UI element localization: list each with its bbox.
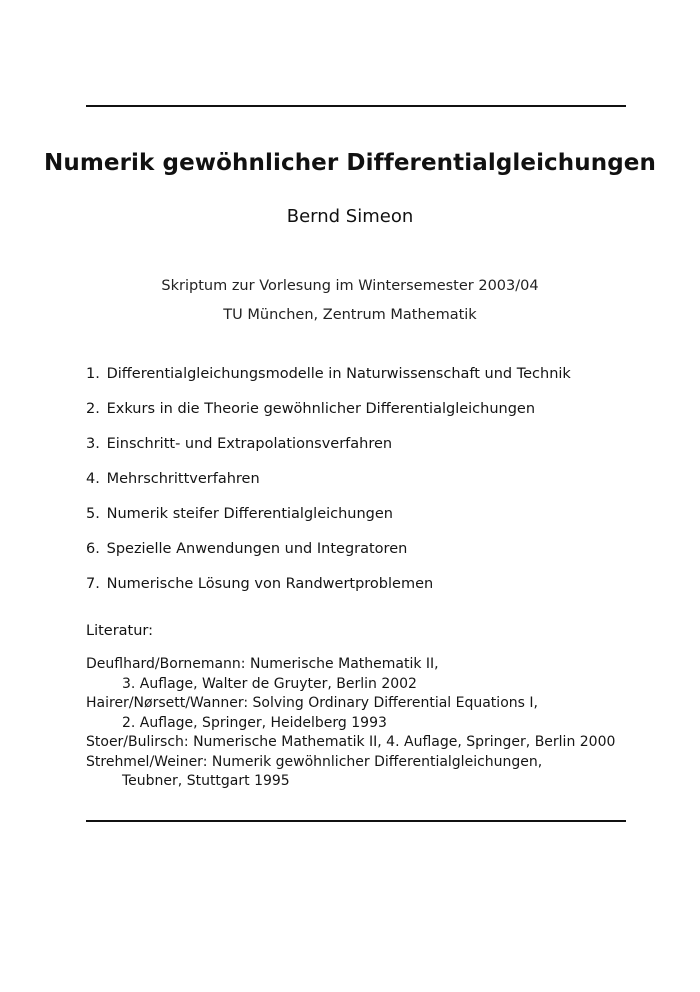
reference-line-continued: 3. Auflage, Walter de Gruyter, Berlin 2002 [122,675,417,692]
reference-line: Deuflhard/Bornemann: Numerische Mathematik II, [86,656,439,672]
institution: TU München, Zentrum Mathematik [223,307,477,323]
chapter-title: Einschritt- und Extrapolationsverfahren [106,436,393,452]
chapter-number: 6. [86,541,100,557]
chapter-number: 4. [86,471,100,487]
reference-item [86,694,646,733]
literature-heading: Literatur: [86,623,154,639]
chapter-item [86,506,626,541]
chapter-title: Differentialgleichungsmodelle in Naturwissenschaft und Technik [106,366,571,382]
reference-line: Hairer/Nørsett/Wanner: Solving Ordinary Differential Equations I, [86,695,538,711]
reference-line: Stoer/Bulirsch: Numerische Mathematik II, 4. Auflage, Springer, Berlin 2000 [86,734,616,750]
reference-line-continued: Teubner, Stuttgart 1995 [122,773,290,789]
reference-list [86,655,646,792]
document-title: Numerik gewöhnlicher Differentialgleichungen [44,150,656,176]
reference-line: Strehmel/Weiner: Numerik gewöhnlicher Differentialgleichungen, [86,753,543,770]
chapter-list [86,366,626,611]
chapter-number: 7. [86,576,100,592]
chapter-number: 5. [86,506,100,522]
chapter-title: Numerische Lösung von Randwertproblemen [106,576,434,592]
chapter-item [86,471,626,506]
reference-line-continued: 2. Auflage, Springer, Heidelberg 1993 [122,714,387,731]
top-rule [86,105,626,107]
document-author: Bernd Simeon [286,206,414,227]
chapter-title: Spezielle Anwendungen und Integratoren [106,541,408,557]
chapter-number: 3. [86,436,100,452]
chapter-number: 2. [86,401,100,417]
bottom-rule [86,820,626,822]
chapter-title: Numerik steifer Differentialgleichungen [106,506,393,522]
chapter-title: Exkurs in die Theorie gewöhnlicher Differentialgleichungen [106,401,536,417]
reference-item [86,753,646,792]
chapter-item [86,401,626,436]
chapter-title: Mehrschrittverfahren [106,471,260,487]
reference-item [86,733,646,753]
chapter-item [86,366,626,401]
chapter-item [86,576,626,611]
chapter-item [86,541,626,576]
reference-item [86,655,646,694]
chapter-number: 1. [86,366,100,382]
chapter-item [86,436,626,471]
lecture-info: Skriptum zur Vorlesung im Wintersemester 2003/04 [161,278,539,294]
